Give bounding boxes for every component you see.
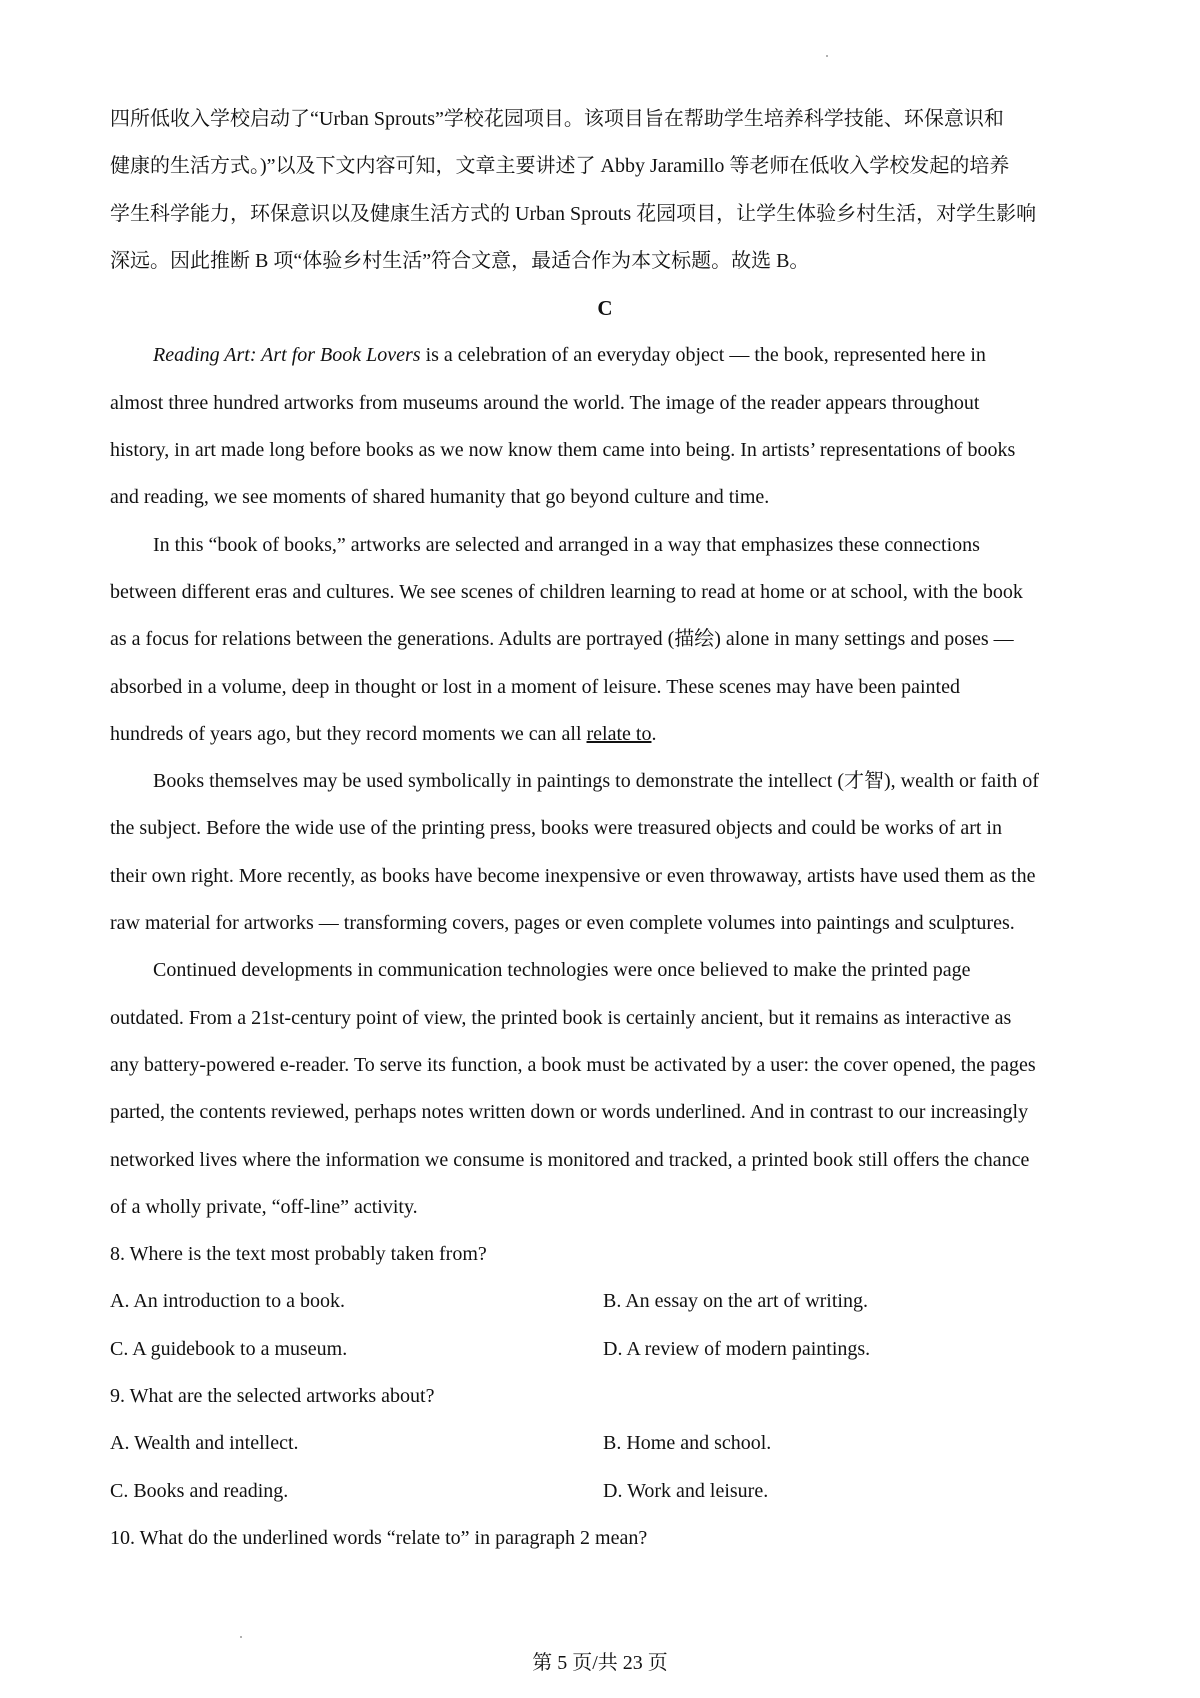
option-d: D. Work and leisure. bbox=[603, 1479, 769, 1502]
explanation-line: 学生科学能力，环保意识以及健康生活方式的 Urban Sprouts 花园项目，让学生体验乡村生活，对学生影响 bbox=[110, 202, 1037, 225]
paragraph-line: their own right. More recently, as books have become inexpensive or even throwaway, artists have used them as the bbox=[110, 864, 1036, 887]
question-8 bbox=[110, 1231, 1100, 1373]
paragraph-2 bbox=[110, 522, 1100, 758]
option-d: D. A review of modern paintings. bbox=[603, 1337, 871, 1360]
explanation-line: 健康的生活方式。)”以及下文内容可知，文章主要讲述了 Abby Jaramillo 等老师在低收入学校发起的培养 bbox=[110, 155, 1010, 178]
option-row bbox=[110, 1468, 1100, 1515]
underlined-phrase: relate to bbox=[586, 722, 652, 745]
paragraph-line: outdated. From a 21st-century point of view, the printed book is certainly ancient, but it remains as interactive as bbox=[110, 1006, 1012, 1029]
paragraph-line bbox=[110, 711, 1100, 758]
section-heading: C bbox=[597, 296, 613, 321]
paragraph-line: raw material for artworks — transforming covers, pages or even complete volumes into paintings and sculptures. bbox=[110, 912, 1015, 935]
paragraph-line: history, in art made long before books as we now know them came into being. In artists’ representations of books bbox=[110, 439, 1016, 462]
paragraph-line: networked lives where the information we consume is monitored and tracked, a printed book still offers the chance bbox=[110, 1148, 1030, 1171]
question-9 bbox=[110, 1373, 1100, 1515]
question-10 bbox=[110, 1515, 1100, 1562]
explanation-line: 深远。因此推断 B 项“体验乡村生活”符合文意，最适合作为本文标题。故选 B。 bbox=[110, 249, 810, 272]
paragraph-line bbox=[110, 332, 1100, 379]
paragraph-line: In this “book of books,” artworks are selected and arranged in a way that emphasizes these connections bbox=[153, 533, 980, 556]
option-b: B. Home and school. bbox=[603, 1432, 772, 1455]
scan-speck bbox=[240, 1636, 242, 1638]
paragraph-text: . bbox=[651, 722, 657, 745]
scan-speck bbox=[826, 55, 828, 57]
paragraph-line: as a focus for relations between the generations. Adults are portrayed (描绘) alone in many settings and poses — bbox=[110, 628, 1014, 651]
paragraph-line: Books themselves may be used symbolically in paintings to demonstrate the intellect (才智), wealth or faith of bbox=[153, 770, 1039, 793]
option-a: A. Wealth and intellect. bbox=[110, 1432, 299, 1455]
option-row bbox=[110, 1420, 1100, 1467]
option-b: B. An essay on the art of writing. bbox=[603, 1290, 868, 1313]
option-c: C. A guidebook to a museum. bbox=[110, 1337, 348, 1360]
explanation-line: 四所低收入学校启动了“Urban Sprouts”学校花园项目。该项目旨在帮助学生培养科学技能、环保意识和 bbox=[110, 108, 1004, 130]
paragraph-3 bbox=[110, 758, 1100, 947]
option-row bbox=[110, 1278, 1100, 1325]
option-row bbox=[110, 1326, 1100, 1373]
paragraph-line: any battery-powered e-reader. To serve its function, a book must be activated by a user: the cover opened, the pages bbox=[110, 1053, 1036, 1076]
paragraph-line: the subject. Before the wide use of the printing press, books were treasured objects and could be works of art in bbox=[110, 817, 1002, 840]
paragraph-line: almost three hundred artworks from museums around the world. The image of the reader appears throughout bbox=[110, 391, 980, 414]
paragraph-line: of a wholly private, “off-line” activity. bbox=[110, 1195, 418, 1218]
option-a: A. An introduction to a book. bbox=[110, 1290, 345, 1313]
question-stem: 9. What are the selected artworks about? bbox=[110, 1385, 435, 1408]
paragraph-line: parted, the contents reviewed, perhaps notes written down or words underlined. And in contrast to our increasingly bbox=[110, 1101, 1029, 1124]
question-stem: 10. What do the underlined words “relate to” in paragraph 2 mean? bbox=[110, 1526, 648, 1549]
question-stem: 8. Where is the text most probably taken from? bbox=[110, 1243, 487, 1266]
paragraph-1 bbox=[110, 332, 1100, 521]
paragraph-line: absorbed in a volume, deep in thought or lost in a moment of leisure. These scenes may have been painted bbox=[110, 675, 960, 698]
paragraph-text: hundreds of years ago, but they record moments we can all bbox=[110, 722, 587, 745]
page-content bbox=[110, 96, 1100, 1562]
option-c: C. Books and reading. bbox=[110, 1479, 289, 1502]
page-footer: 第 5 页/共 23 页 bbox=[532, 1652, 668, 1674]
paragraph-line: and reading, we see moments of shared humanity that go beyond culture and time. bbox=[110, 486, 770, 509]
paragraph-line: between different eras and cultures. We see scenes of children learning to read at home or at school, with the book bbox=[110, 580, 1023, 603]
previous-answer-explanation bbox=[110, 96, 1100, 285]
book-title: Reading Art: Art for Book Lovers bbox=[153, 344, 421, 367]
paragraph-4 bbox=[110, 947, 1100, 1231]
paragraph-line: Continued developments in communication technologies were once believed to make the printed page bbox=[153, 959, 971, 982]
paragraph-text: is a celebration of an everyday object — the book, represented here in bbox=[420, 344, 986, 367]
